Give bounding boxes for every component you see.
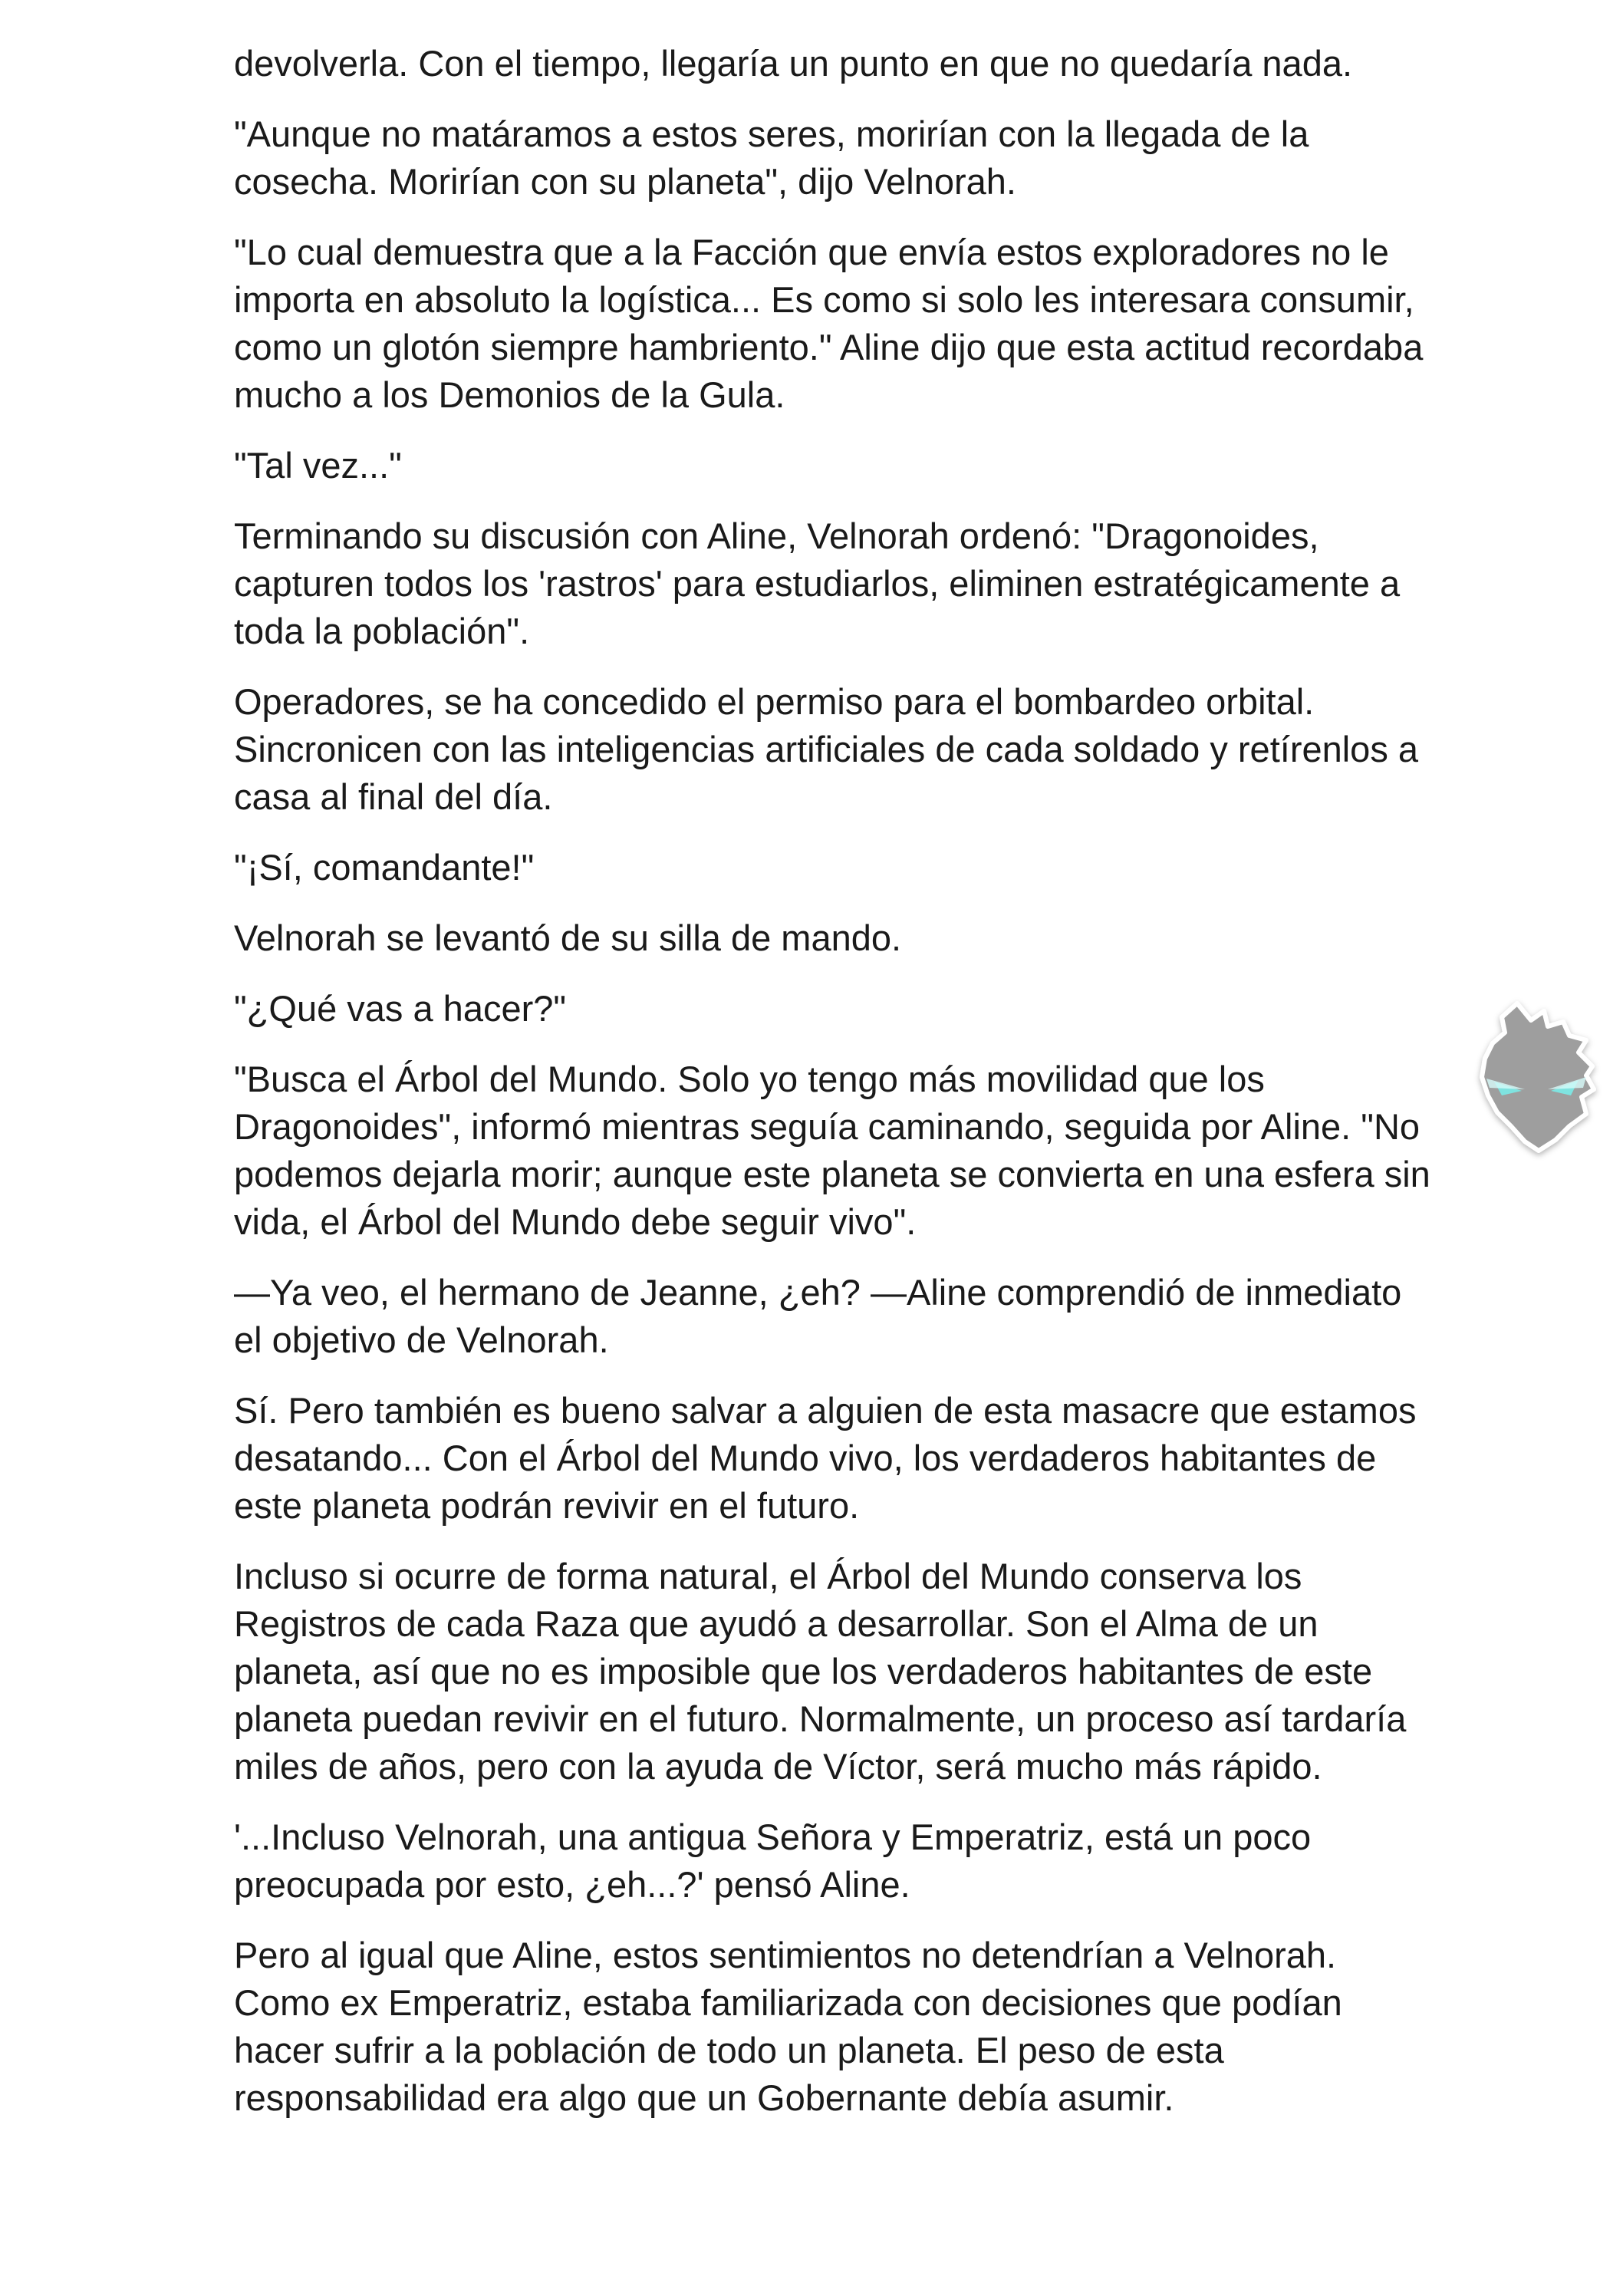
document-body — [234, 40, 1430, 2145]
paragraph: "¿Qué vas a hacer?" — [234, 988, 567, 1029]
paragraph: "¡Sí, comandante!" — [234, 847, 535, 888]
paragraph: "Lo cual demuestra que a la Facción que envía estos exploradores no le importa en absoluto la logística... Es como si solo les interesara consumir, como un glotón siempre hambriento." Aline dijo que esta actitud recordaba mucho a los Demonios de la Gula. — [234, 232, 1424, 415]
paragraph: Sí. Pero también es bueno salvar a alguien de esta masacre que estamos desatando... Con el Árbol del Mundo vivo, los verdaderos habitantes de este planeta podrán revivir en el futuro. — [234, 1390, 1417, 1526]
paragraph: Terminando su discusión con Aline, Velnorah ordenó: "Dragonoides, capturen todos los 'rastros' para estudiarlos, eliminen estratégicamente a toda la población". — [234, 516, 1401, 651]
demon-head-shape — [1482, 1003, 1594, 1151]
paragraph: '...Incluso Velnorah, una antigua Señora y Emperatriz, está un poco preocupada por esto, ¿eh...?' pensó Aline. — [234, 1817, 1312, 1905]
paragraph: Operadores, se ha concedido el permiso para el bombardeo orbital. Sincronicen con las inteligencias artificiales de cada soldado y retírenlos a casa al final del día. — [234, 681, 1419, 817]
paragraph: "Tal vez..." — [234, 445, 402, 486]
paragraph: Velnorah se levantó de su silla de mando. — [234, 917, 902, 958]
demon-head-logo-icon — [1471, 990, 1602, 1166]
paragraph: devolverla. Con el tiempo, llegaría un punto en que no quedaría nada. — [234, 43, 1353, 84]
paragraph: Pero al igual que Aline, estos sentimientos no detendrían a Velnorah. Como ex Emperatriz, estaba familiarizada con decisiones que podían hacer sufrir a la población de todo un planeta. El peso de esta responsabilidad era algo que un Gobernante debía asumir. — [234, 1935, 1342, 2118]
paragraph: "Busca el Árbol del Mundo. Solo yo tengo más movilidad que los Dragonoides", informó mientras seguía caminando, seguida por Aline. "No podemos dejarla morir; aunque este planeta se convierta en una esfera sin vida, el Árbol del Mundo debe seguir vivo". — [234, 1059, 1430, 1242]
paragraph: Incluso si ocurre de forma natural, el Árbol del Mundo conserva los Registros de cada Raza que ayudó a desarrollar. Son el Alma de un planeta, así que no es imposible que los verdaderos habitantes de este planeta puedan revivir en el futuro. Normalmente, un proceso así tardaría miles de años, pero con la ayuda de Víctor, será mucho más rápido. — [234, 1556, 1407, 1787]
paragraph: —Ya veo, el hermano de Jeanne, ¿eh? —Aline comprendió de inmediato el objetivo de Velnorah. — [234, 1272, 1402, 1360]
paragraph: "Aunque no matáramos a estos seres, morirían con la llegada de la cosecha. Morirían con su planeta", dijo Velnorah. — [234, 114, 1309, 202]
